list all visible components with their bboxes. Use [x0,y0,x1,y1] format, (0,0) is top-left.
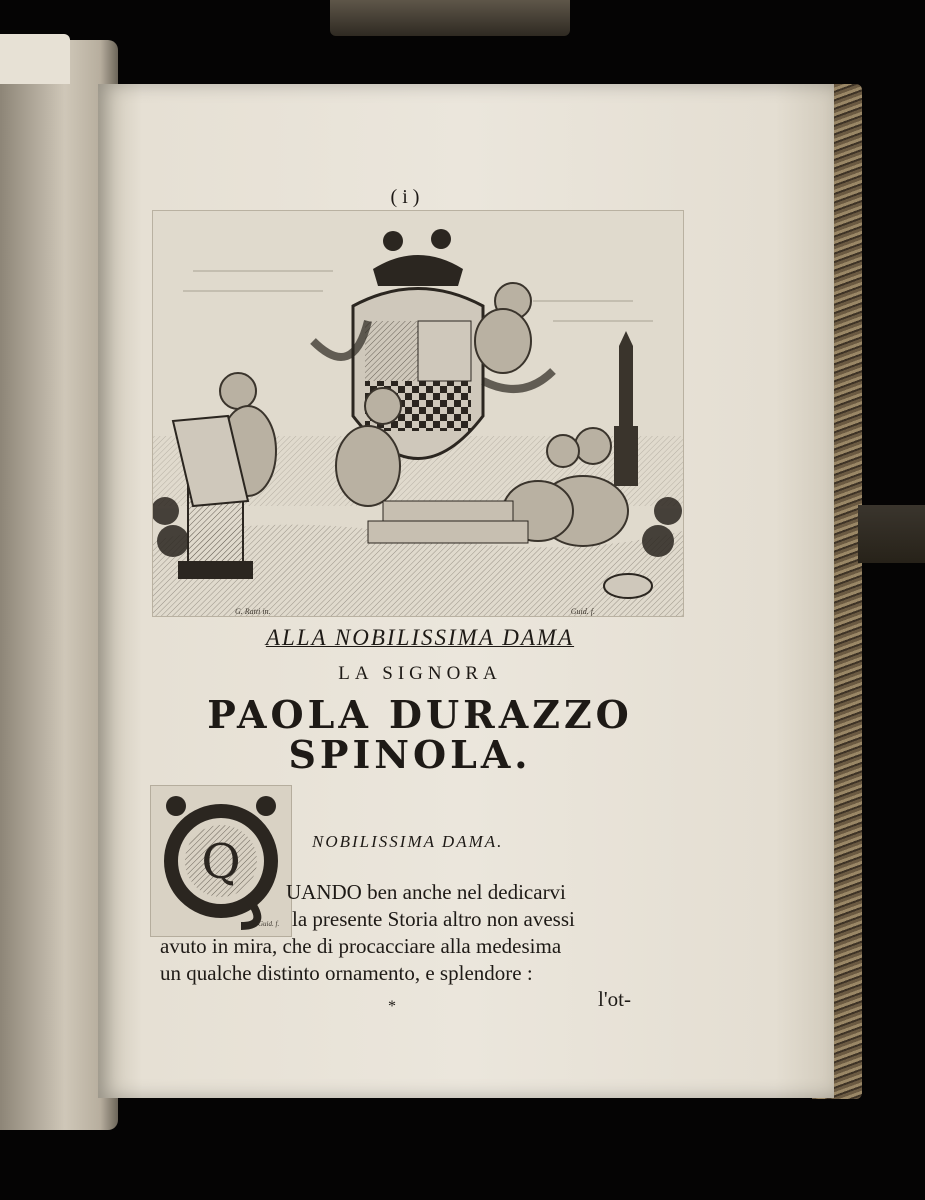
background-book [330,0,570,36]
folio-number: ( i ) [390,186,420,208]
left-page-edge [0,34,70,84]
body-line-3: avuto in mira, che di procacciare alla medesima [160,934,562,958]
salutation: NOBILISSIMA DAMA. [312,832,504,851]
signature-mark: * [388,998,396,1015]
body-line-2: la presente Storia altro non avessi [292,907,575,931]
dedicatee-surname: SPINOLA. [288,732,532,777]
engraved-headpiece [152,210,684,617]
bookmark-strap [858,505,925,563]
catchword: l'ot- [598,987,631,1011]
dedicatee-name: PAOLA DURAZZO [207,692,633,737]
body-line-1: UANDO ben anche nel dedicarvi [286,880,566,904]
dedication-subheading: LA SIGNORA [338,663,502,684]
plate-credit-engraver: Guid. f. [570,607,595,616]
dedication-heading: ALLA NOBILISSIMA DAMA [265,625,575,650]
initial-credit: Guid. f. [258,920,280,928]
initial-letter: Q [201,834,241,890]
plate-credit-designer: G. Ratti in. [235,607,271,616]
body-line-4: un qualche distinto ornamento, e splendore : [160,961,533,985]
plate-credits [235,607,595,616]
decorated-initial [150,785,292,937]
